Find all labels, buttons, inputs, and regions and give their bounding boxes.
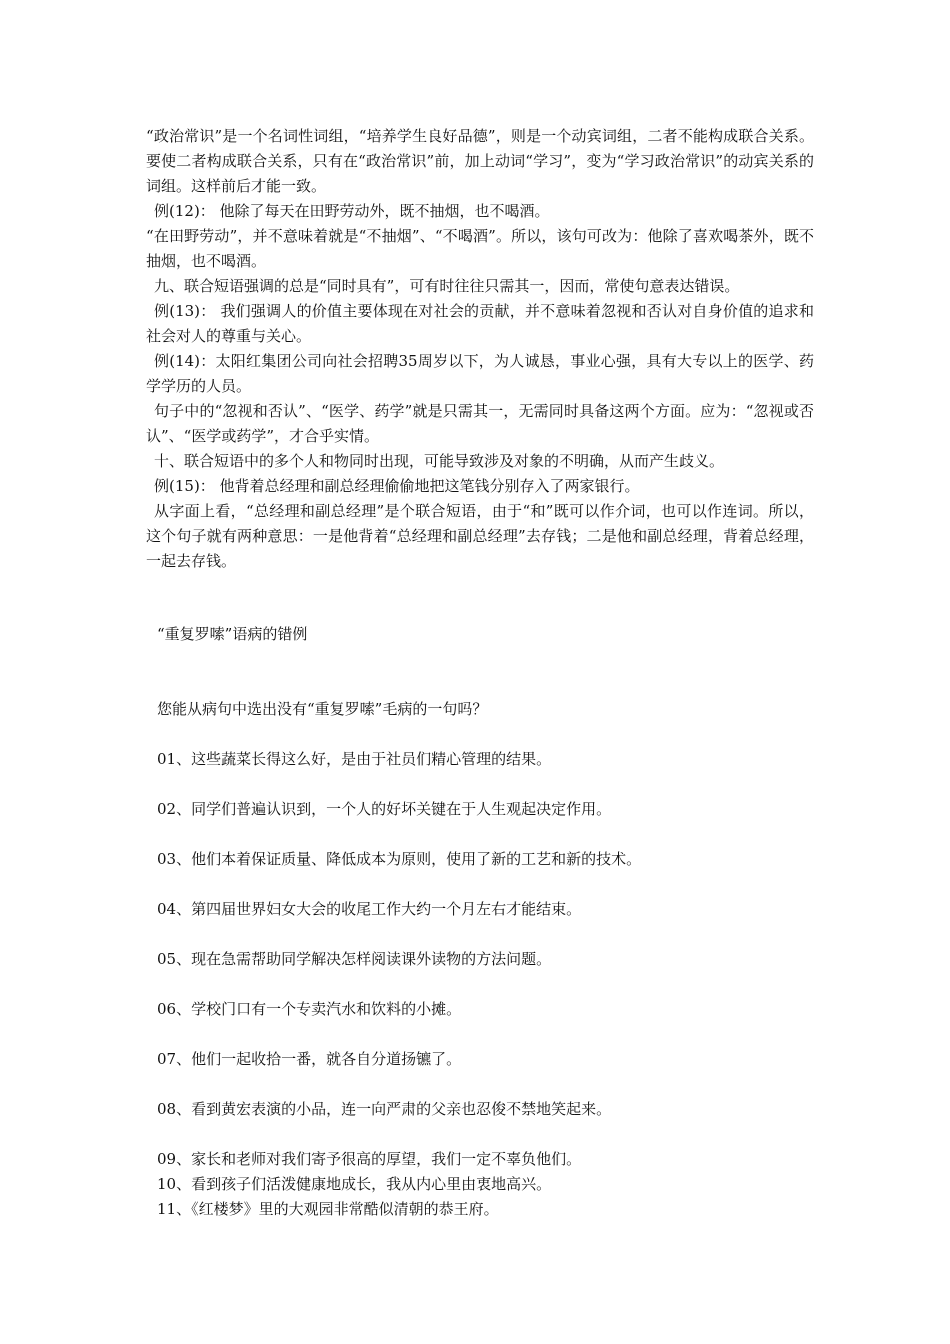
exercise-question: 您能从病句中选出没有“重复罗嗦”毛病的一句吗？ [157, 700, 488, 718]
list-item: 06、学校门口有一个专卖汽水和饮料的小摊。 [157, 1000, 462, 1018]
list-item: 08、看到黄宏表演的小品，连一向严肃的父亲也忍俊不禁地笑起来。 [157, 1100, 612, 1118]
example-paragraph: 例(15)： 他背着总经理和副总经理偷偷地把这笔钱分别存入了两家银行。 [154, 477, 640, 495]
list-item: 09、家长和老师对我们寄予很高的厚望，我们一定不辜负他们。 [157, 1150, 582, 1168]
rule-heading: 十、联合短语中的多个人和物同时出现，可能导致涉及对象的不明确，从而产生歧义。 [154, 452, 725, 470]
list-item: 05、现在急需帮助同学解决怎样阅读课外读物的方法问题。 [157, 950, 552, 968]
list-item: 11、《红楼梦》里的大观园非常酷似清朝的恭王府。 [157, 1200, 499, 1218]
exercise-list [157, 747, 817, 1222]
rule-heading: 九、联合短语强调的总是“同时具有”，可有时往往只需其一，因而，常使句意表达错误。 [154, 277, 740, 295]
paragraph: “政治常识”是一个名词性词组，“培养学生良好品德”，则是一个动宾词组，二者不能构成联合关系。要使二者构成联合关系，只有在“政治常识”前，加上动词“学习”，变为“学习政治常识”的动宾关系的词组。这样前后才能一致。 [146, 127, 814, 195]
list-item: 01、这些蔬菜长得这么好，是由于社员们精心管理的结果。 [157, 750, 552, 768]
list-item: 03、他们本着保证质量、降低成本为原则，使用了新的工艺和新的技术。 [157, 850, 642, 868]
list-item: 04、第四届世界妇女大会的收尾工作大约一个月左右才能结束。 [157, 900, 582, 918]
section-title: “重复罗嗦”语病的错例 [157, 625, 308, 643]
list-item: 07、他们一起收拾一番，就各自分道扬镳了。 [157, 1050, 462, 1068]
paragraph: “在田野劳动”，并不意味着就是“不抽烟”、“不喝酒”。所以，该句可改为：他除了喜欢喝茶外，既不抽烟，也不喝酒。 [146, 227, 814, 270]
grammar-explanation [146, 124, 814, 574]
example-paragraph: 例(14)：太阳红集团公司向社会招聘35周岁以下，为人诚恳，事业心强，具有大专以上的医学、药学学历的人员。 [146, 352, 814, 395]
list-item: 10、看到孩子们活泼健康地成长，我从内心里由衷地高兴。 [157, 1175, 552, 1193]
example-paragraph: 例(12)： 他除了每天在田野劳动外，既不抽烟，也不喝酒。 [154, 202, 550, 220]
example-paragraph: 例(13)： 我们强调人的价值主要体现在对社会的贡献，并不意味着忽视和否认对自身价值的追求和社会对人的尊重与关心。 [146, 302, 814, 345]
paragraph: 句子中的“忽视和否认”、“医学、药学”就是只需其一，无需同时具备这两个方面。应为：“忽视或否认”、“医学或药学”，才合乎实情。 [146, 402, 814, 445]
paragraph: 从字面上看，“总经理和副总经理”是个联合短语，由于“和”既可以作介词，也可以作连词。所以，这个句子就有两种意思：一是他背着“总经理和副总经理”去存钱；二是他和副总经理，背着总经理，一起去存钱。 [146, 502, 814, 570]
list-item: 02、同学们普遍认识到，一个人的好坏关键在于人生观起决定作用。 [157, 800, 612, 818]
